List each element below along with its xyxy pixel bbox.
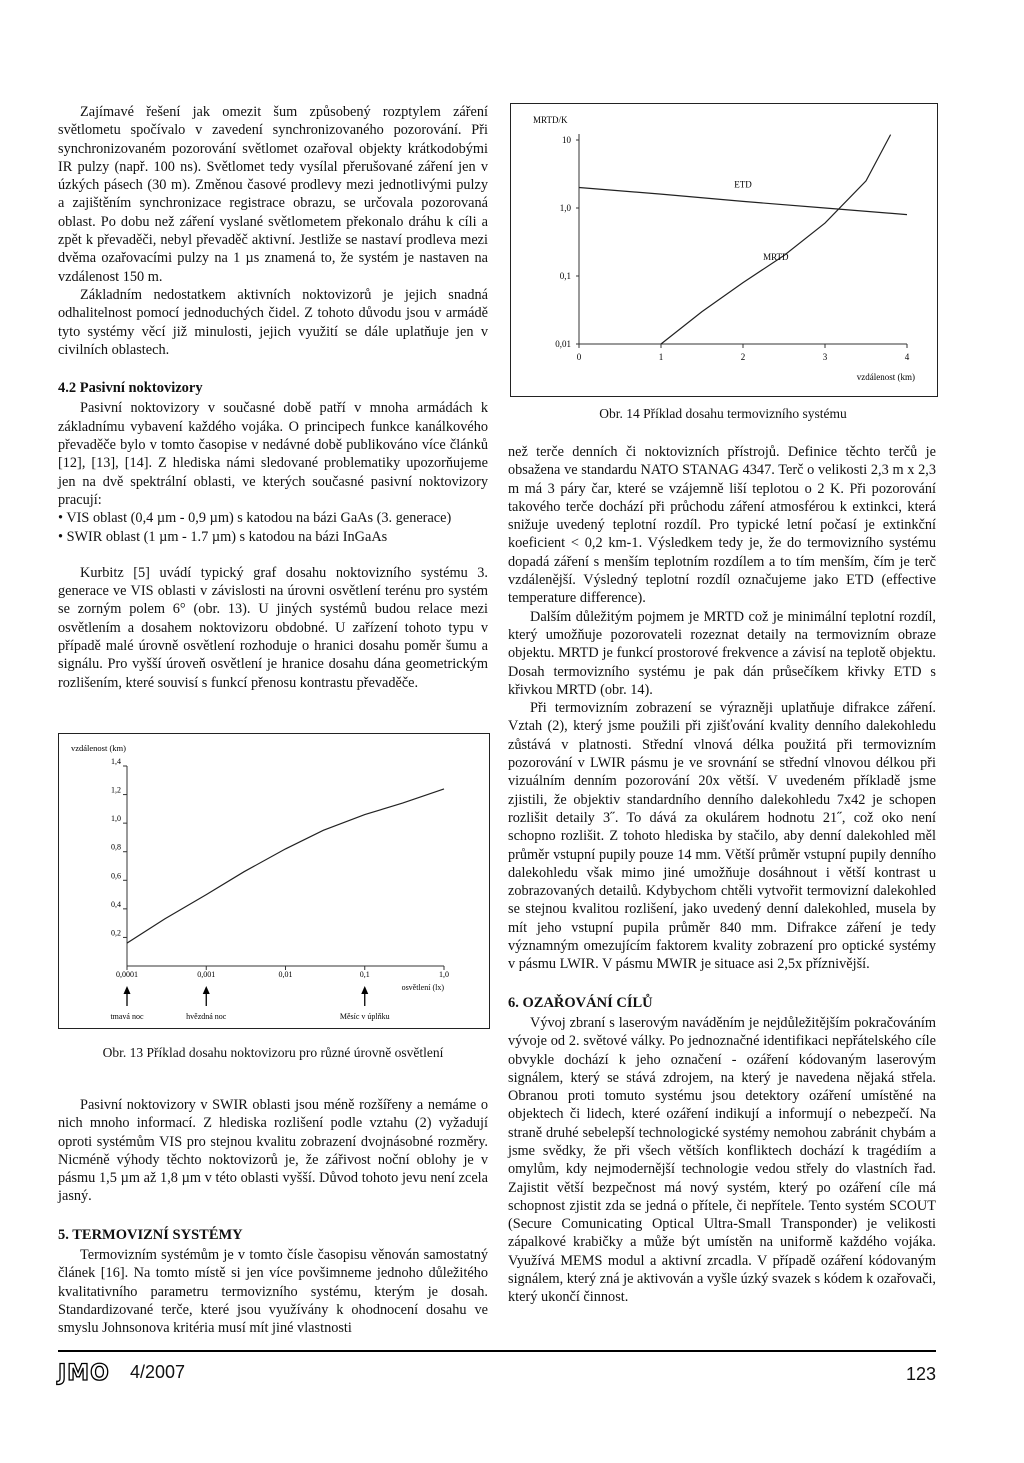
figure-14	[510, 103, 938, 397]
x-tick-label: 2	[740, 352, 746, 362]
list-item: • SWIR oblast (1 µm - 1.7 µm) s katodou na bázi InGaAs	[58, 528, 488, 546]
list-item: • VIS oblast (0,4 µm - 0,9 µm) s katodou na bázi GaAs (3. generace)	[58, 509, 488, 527]
y-tick-label: 0,8	[111, 842, 121, 852]
series-line	[661, 135, 891, 344]
figure-13	[58, 733, 490, 1029]
y-tick-label: 0,2	[111, 928, 121, 938]
figure-14-chart	[511, 104, 937, 396]
x-tick-label: 0,01	[278, 970, 293, 979]
figure-14-caption: Obr. 14 Příklad dosahu termovizního systému	[599, 406, 847, 421]
annotation-label: hvězdná noc	[186, 1012, 227, 1021]
figure-13-chart	[59, 734, 489, 1028]
x-tick-label: 0	[576, 352, 582, 362]
series-line	[579, 188, 907, 215]
x-tick-label: 0,001	[197, 970, 216, 979]
left-column-bottom	[58, 1096, 488, 1338]
series-label: MRTD	[763, 252, 789, 263]
annotation-label: Měsíc v úplňku	[339, 1012, 390, 1021]
x-tick-label: 0,1	[359, 970, 370, 979]
left-column-top	[58, 103, 488, 692]
journal-logo: JMO	[58, 1361, 110, 1386]
y-tick-label: 0,4	[111, 899, 121, 909]
section-heading: 4.2 Pasivní noktovizory	[58, 380, 203, 397]
y-tick-label: 0,01	[555, 339, 571, 349]
x-tick-label: 1,0	[439, 970, 449, 979]
arrow-head	[203, 986, 210, 994]
x-axis-label: vzdálenost (km)	[856, 372, 915, 382]
y-tick-label: 10	[562, 135, 571, 145]
paragraph: Zajímavé řešení jak omezit šum způsobený rozptylem záření světlometu spočívalo v zavedení synchronizovaného pozorování. Při synchronizovaném pozorování světlomet ozařoval objekty krátkodobými IR pulzy (např. 100 ns). Světlomet tedy vysílal přerušované záření jen v úzkých pásech (30 m). Změnou časové prodlevy mezi jednotlivými pulzy a zajištěním synchronizace registrace obrazu, se určovala pozorovaná oblast. Po dobu než záření vyslané světlometem překonalo dráhu k cíli a zpět k převaděči, nebyl převaděč aktivní. Jestliže se nastaví prodleva mezi dvěma ozařovacími pulzy na 1 µs znamená to, že systém je nastaven na vzdálenost 150 m.	[58, 104, 488, 285]
section-heading: 6. OZAŘOVÁNÍ CÍLŮ	[508, 994, 653, 1011]
y-axis-label: vzdálenost (km)	[71, 743, 126, 753]
paragraph: Termovizním systémům je v tomto čísle časopisu věnován samostatný článek [16]. Na tomto místě si jen více povšimneme jednoho důležitého kvalitativního parametru termovizního systému, kterým je dosah. Standardizované terče, které jsou využívány k ohodnocení dosahu ve smyslu Johnsonova kritéria musí mít jiné vlastnosti	[58, 1247, 488, 1337]
y-tick-label: 0,1	[559, 271, 571, 281]
x-tick-label: 4	[904, 352, 910, 362]
arrow-head	[124, 986, 131, 994]
x-tick-label: 0,0001	[116, 970, 138, 979]
y-tick-label: 1,2	[111, 785, 121, 795]
footer-rule	[58, 1350, 936, 1352]
y-tick-label: 1,0	[559, 203, 571, 213]
series-label: ETD	[734, 179, 752, 190]
paragraph: Kurbitz [5] uvádí typický graf dosahu noktovizního systému 3. generace ve VIS oblasti v závislosti na úrovni osvětlení terénu pro systém se zorným polem 6° (obr. 13). U jiných systémů budou relace mezi osvětlením a dosahem noktovizoru obdobné. U zařízení tohoto typu v případě malé úrovně osvětlení rozhoduje o hranici dosahu poměr šumu a signálu. Pro vyšší úroveň osvětlení je hranice dosahu dána geometrickým rozlišením, které souvisí s funkcí přenosu kontrastu převaděče.	[58, 564, 488, 691]
paragraph: Vývoj zbraní s laserovým naváděním je nejdůležitějším pokračováním vývoje od 2. světové války. Po jednoznačné identifikaci nepřátelského cíle obvykle dochází k jeho označení - ozáření kódovaným laserovým signálem, který se stává zdrojem, na který je navedena nějaká střela. Obranou proti tomuto systému jsou detektory ozáření umístěné na objektech či lidech, které ozáření indikují a informují o nebezpečí. Na straně druhé sebelepší technologické systémy nemohou zabránit chybám a jsme svědky, že při všech větších konfliktech dochází k tragédiím a omylům, kdy nejmodernější technologie vedou střely do vlastních řad. Zajistit větší bezpečnost má nový systém, který po ozáření cíle má schopnost zjistit zda se jedná o přítele, či nepřítele. Tento systém SCOUT (Secure Comunicating Optical Ultra-Small Transponder) je velikosti zápalkové krabičky a může být umístěn na uniformě každého vojáka. Využívá MEMS modul a aktivní zrcadla. V případě ozáření kódovaným signálem, který zná je aktivován a vyšle úzký svazek s kódem k ozařovači, který ukončí činnost.	[508, 1014, 936, 1306]
x-axis-label: osvětlení (lx)	[401, 983, 444, 992]
paragraph: Dalším důležitým pojmem je MRTD což je minimální teplotní rozdíl, který umožňuje pozorovateli rozeznat detaily na termovizním obraze objektu. MRTD je funkcí prostorové frekvence a závisí na teplotě objektu. Dosah termovizního systému je pak dán průsečíkem křivky ETD s křivkou MRTD (obr. 14).	[508, 608, 936, 698]
y-axis-label: MRTD/K	[533, 115, 568, 125]
paragraph: Pasivní noktovizory v SWIR oblasti jsou méně rozšířeny a nemáme o nich mnoho informací. Z hlediska rozlišení podle vztahu (2) vyžadují oproti systémům VIS pro stejnou kvalitu zobrazení dvojnásobné rozměry. Nicméně výhody těchto noktovizorů je, že zářivost noční oblohy je v pásmu 1,5 µm až 1,8 µm v této oblasti vyšší. Důvod tohoto jevu není zcela jasný.	[58, 1097, 488, 1205]
right-column	[508, 443, 936, 1307]
figure-13-caption: Obr. 13 Příklad dosahu noktovizoru pro různé úrovně osvětlení	[102, 1045, 444, 1060]
paragraph: Pasivní noktovizory v současné době patří v mnoha armádách k základnímu vybavení každého vojáka. O principech funkce kanálkového převaděče bylo v tomto časopise v nedávné době publikováno více článků [12], [13], [14]. Z hlediska námi sledované problematiky upozorňujeme jen na dvě spektrální oblasti, ve kterých současné pasivní noktovizory pracují:	[58, 400, 488, 508]
range-curve	[127, 789, 444, 943]
x-tick-label: 1	[658, 352, 664, 362]
issue-number: 4/2007	[130, 1362, 186, 1382]
paragraph: než terče denních či noktovizních přístrojů. Definice těchto terčů je obsažena ve standardu NATO STANAG 4347. Terč o velikosti 2,3 m x 2,3 m má 3 páry čar, které se vzájemně liší teplotou o 2 K. Při pozorování takového terče dochází při průchodu záření atmosférou k extinkci, která snižuje uvedený teplotní rozdíl. Pro typické letní počasí je extinkční koeficient < 0,2 km-1. Výsledkem tedy je, že do termovizního systému dopadá záření s menším teplotním rozdílem a to tím menším, čím je terč vzdálenější. Výsledný teplotní rozdíl označujeme jako ETD (effective temperature difference).	[508, 444, 936, 607]
paragraph: Při termovizním zobrazení se výrazněji uplatňuje difrakce záření. Vztah (2), který jsme použili při zjišťování kvality denního dalekohledu zůstává v platnosti. Střední vlnová délka použitá při termovizním pozorování v LWIR pásmu je ve srovnání se střední vlnovou délkou při vizuálním denním pozorování 20x větší. V uvedeném příkladě jsme zjistili, že objektiv standardního denního dalekohledu 7x42 je schopen rozlišit detaily 3˝. To dává za okulárem hodnotu 21˝, což oko není schopno rozlišit. Z tohoto hlediska by stačilo, aby denní dalekohled měl průměr vstupní pupily pouze 14 mm. Větší průměr vstupní pupily denního dalekohledu však mimo jiné umožňuje dosáhnout i větší kontrast u zobrazovaných detailů. Kdybychom chtěli vytvořit termovizní dalekohled se stejnou kvalitou rozlišení, jako uvedený denní dalekohled, musela by mít jeho vstupní pupila průměr 840 mm. Difrakce záření je tedy významným omezujícím faktorem kvality zobrazení pro optické systémy v pásmu LWIR. V pásmu MWIR je situace asi 2,5x příznivější.	[508, 700, 936, 973]
paragraph: Základním nedostatkem aktivních noktovizorů je jejich snadná odhalitelnost pomocí jednoduchých čidel. Z tohoto důvodu jsou v armádě tyto systémy věcí již minulosti, jejich využití se dále uplatňuje jen v civilních oblastech.	[58, 286, 488, 358]
bullet-list	[58, 509, 488, 546]
y-tick-label: 0,6	[111, 871, 121, 881]
x-tick-label: 3	[822, 352, 828, 362]
y-tick-label: 1,4	[111, 757, 121, 766]
page-number: 123	[905, 1364, 936, 1384]
section-heading: 5. TERMOVIZNÍ SYSTÉMY	[58, 1226, 243, 1243]
y-tick-label: 1,0	[111, 814, 121, 824]
arrow-head	[361, 986, 368, 994]
annotation-label: tmavá noc	[110, 1012, 144, 1021]
